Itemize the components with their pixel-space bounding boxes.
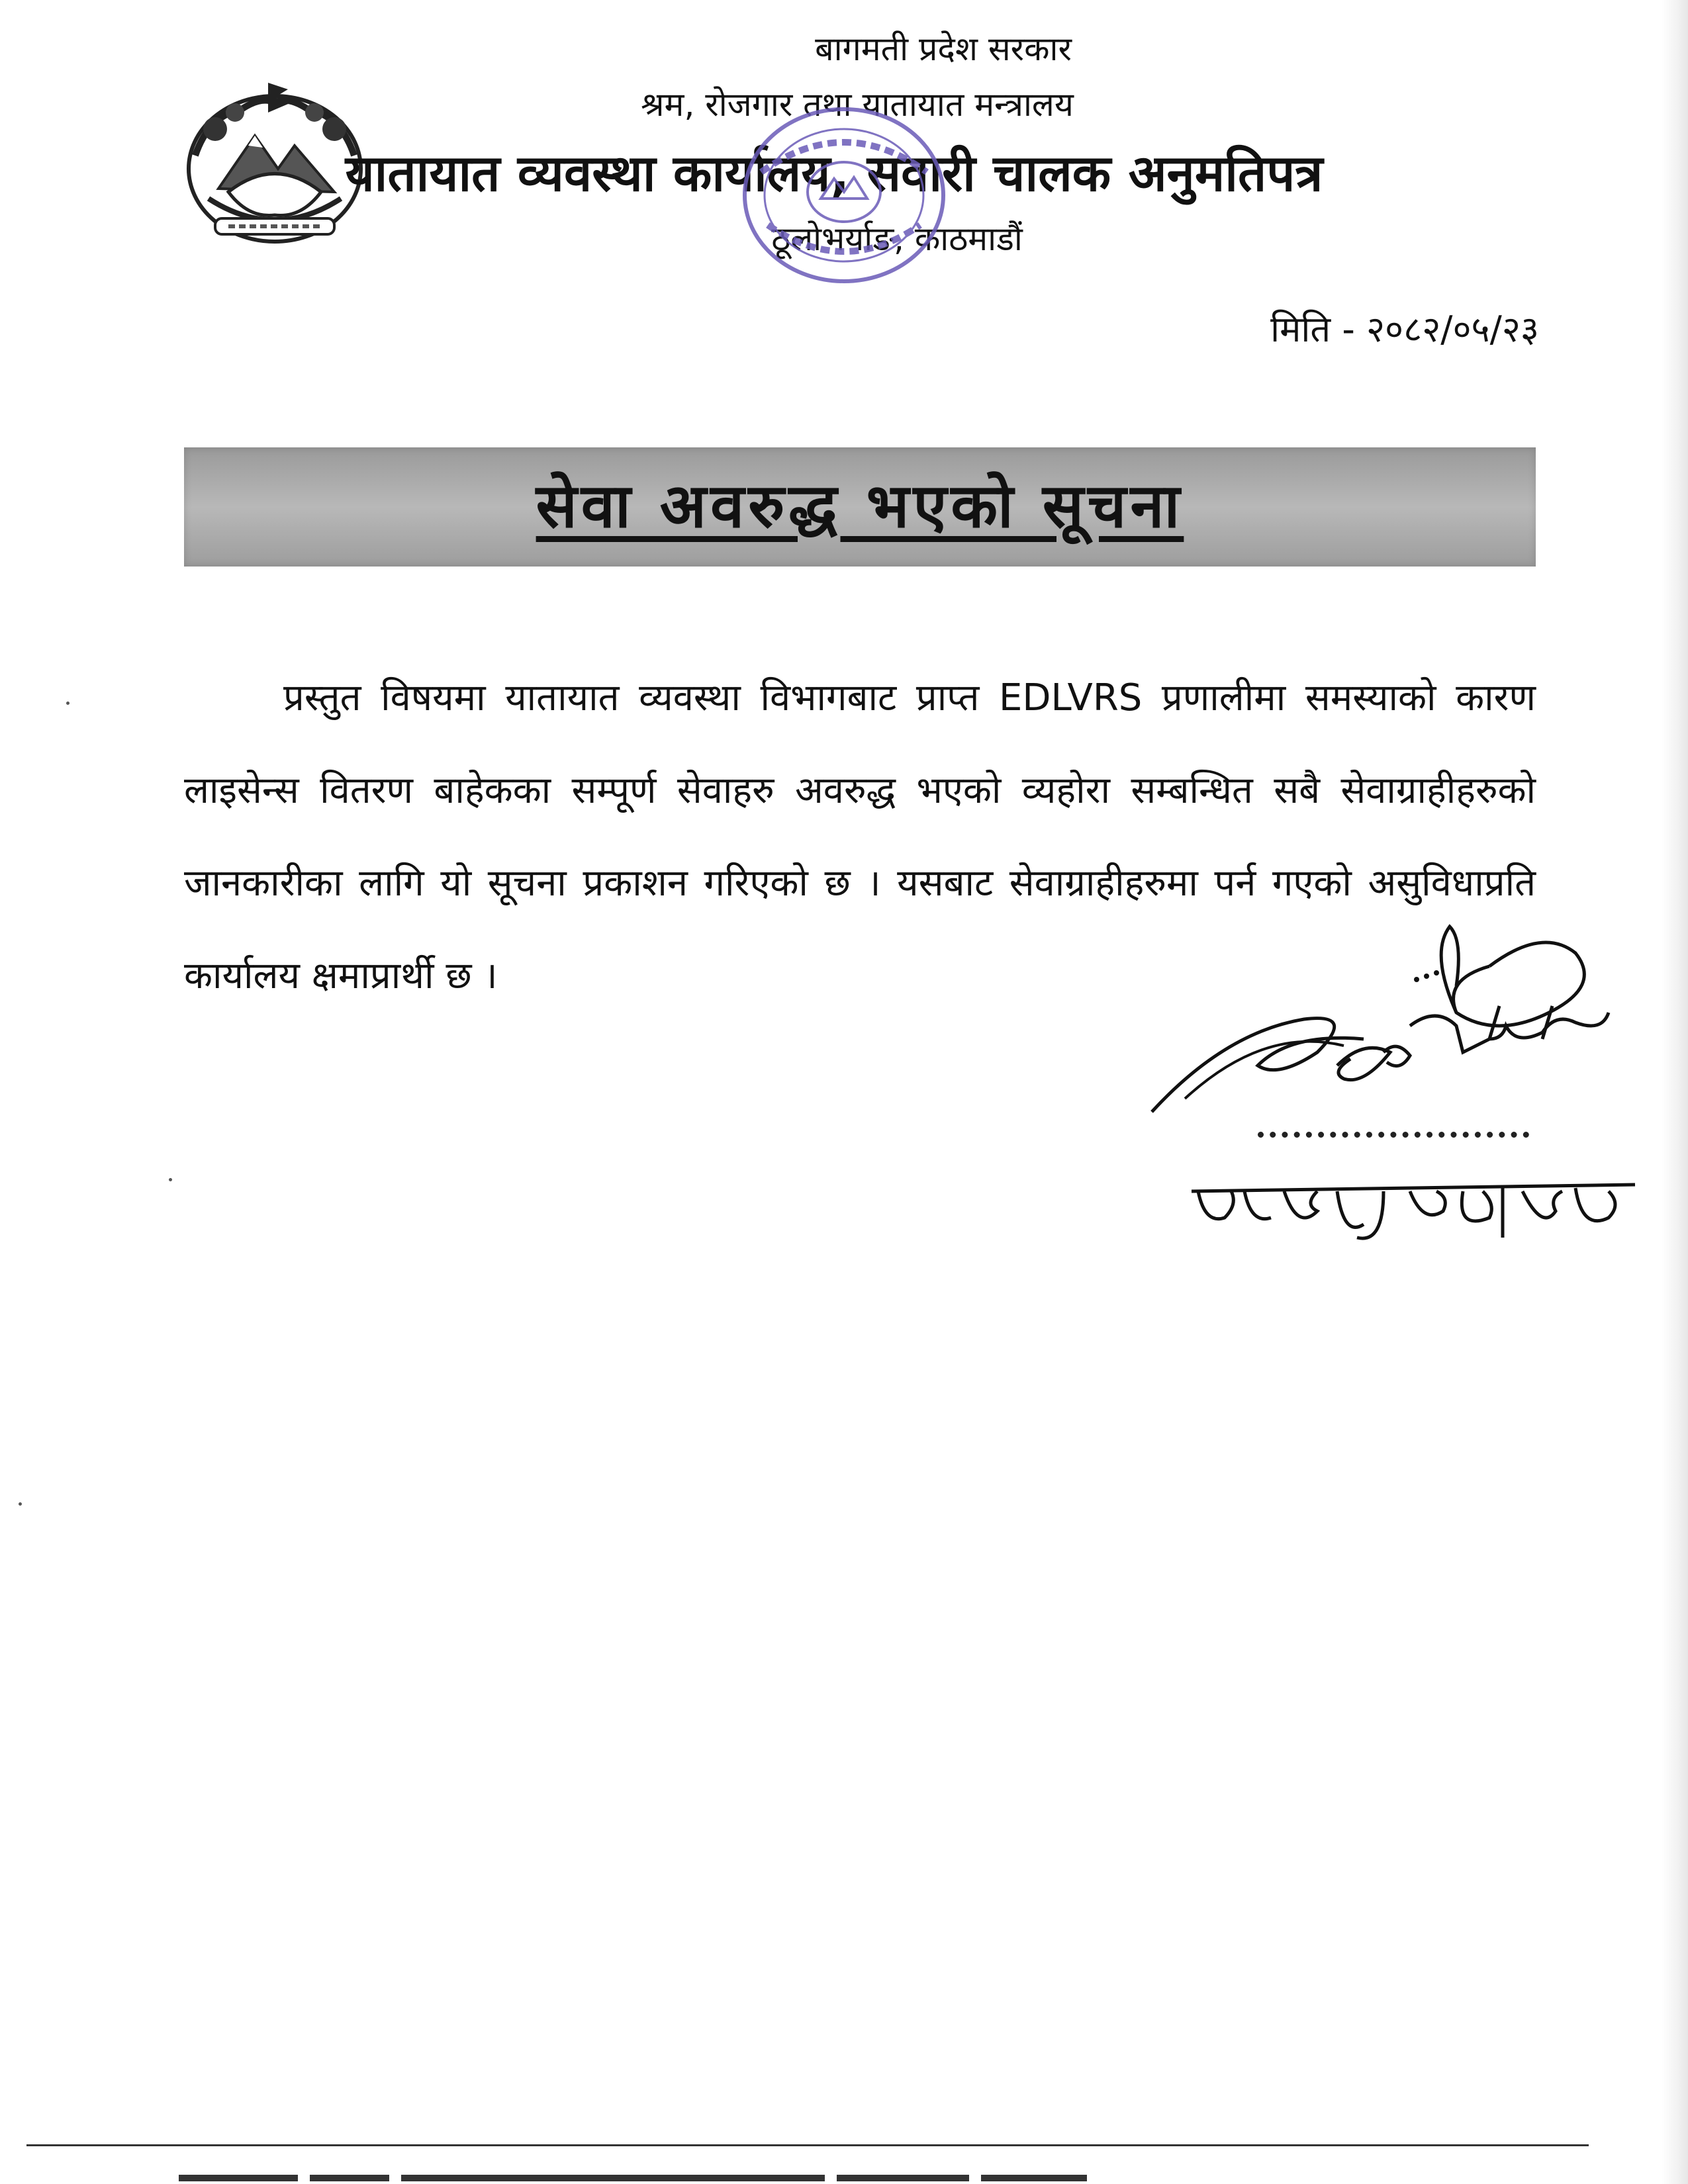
notice-body: प्रस्तुत विषयमा यातायात व्यवस्था विभागबाट प्राप्त EDLVRS प्रणालीमा समस्याको कारण लाइसेन्स वितरण बाहेकका सम्पूर्ण सेवाहरु अवरुद्ध भएको व्यहोरा सम्बन्धित सबै सेवाग्राहीहरुको जानकारीका लागि यो सूचना प्रकाशन गरिएको छ । यसबाट सेवाग्राहीहरुमा पर्न गएको असुविधाप्रति कार्यालय क्षमाप्रार्थी छ । (184, 676, 1536, 997)
office-name: यातायात व्यवस्था कार्यालय, सवारी चालक अनुमतिपत्र (345, 144, 1323, 203)
title-band (184, 447, 1536, 567)
office-stamp-icon (735, 99, 953, 291)
government-name: बागमती प्रदेश सरकार (815, 30, 1072, 68)
page-edge-shadow (1662, 0, 1688, 2184)
footer-cropped-text (179, 2165, 1304, 2184)
footer-rule (26, 2144, 1589, 2146)
scan-speck (19, 1502, 22, 1506)
scan-speck (66, 702, 70, 705)
ministry-name: श्रम, रोजगार तथा यातायात मन्त्रालय (641, 85, 1074, 124)
notice-title: सेवा अवरुद्ध भएको सूचना (536, 471, 1184, 541)
notice-date: मिति - २०८२/०५/२३ (1270, 308, 1539, 350)
signatory-name-handwritten (1185, 1165, 1648, 1251)
office-location: ठूलोभर्याङ, काठमाडौं (771, 220, 1023, 258)
signature-dotted-line (1258, 1132, 1529, 1138)
scan-speck (169, 1178, 172, 1181)
signature-scribble (1145, 913, 1622, 1132)
